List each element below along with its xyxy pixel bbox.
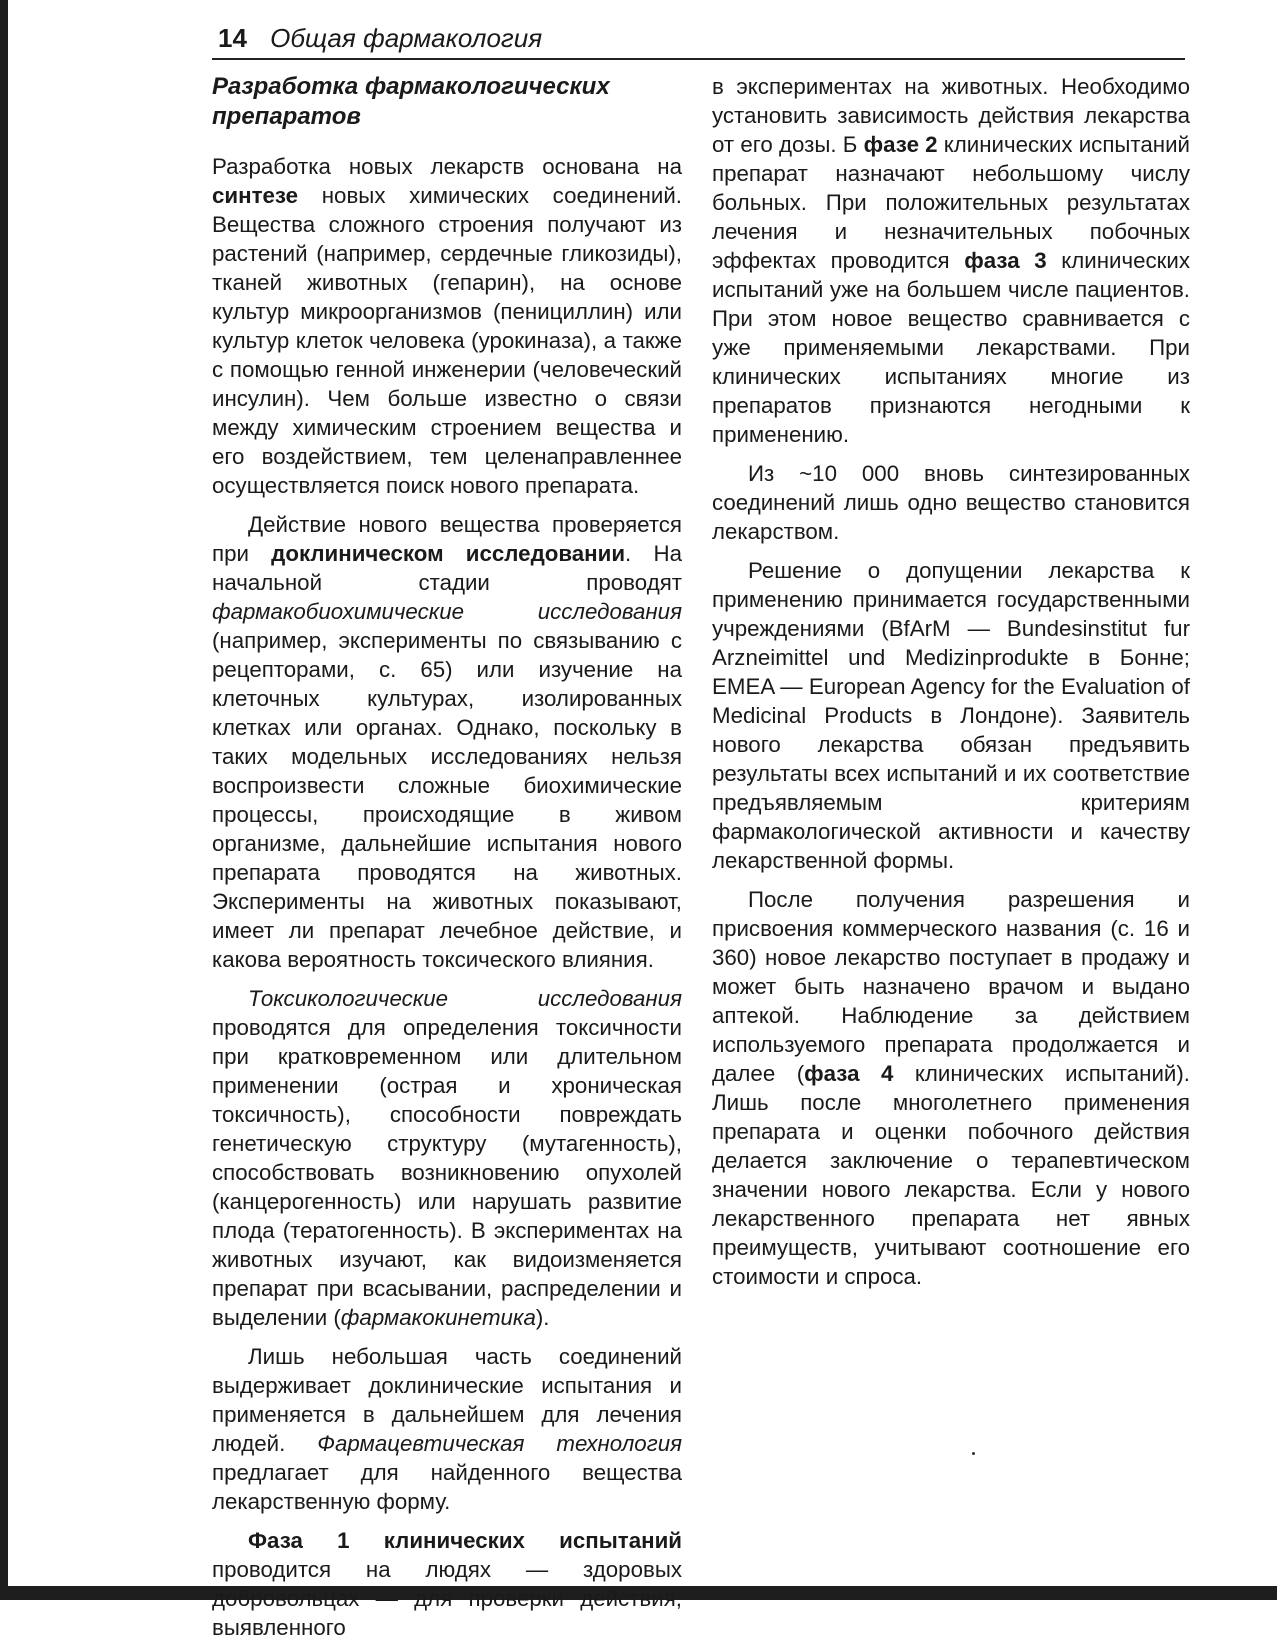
bold-term: фаза 3 [964, 248, 1047, 273]
section-heading: Разработка фармакологических препаратов [212, 73, 610, 130]
paragraph-approval [712, 556, 1190, 875]
bold-term: фазе 2 [863, 132, 938, 157]
paragraph-pharmaceutical-technology [212, 1342, 682, 1516]
text-run: клинических испытаний препарат назначают небольшому числу больных. При положительных результатах лечения и незначительных побочных эффектах проводится [712, 132, 1191, 273]
italic-term: фармакобиохимические исследования [212, 599, 682, 624]
text-run: Действие нового вещества проверяется при [212, 512, 682, 566]
text-run: Решение о допущении лекарства к применению принимается государственными учреждениями (BfArM — Bundesinstitut fur Arzneimittel und Medizinprodukte в Бонне; EMEA — European Agency for the Evaluation of Medicinal Products в Лондоне). Заявитель нового лекарства обязан предъявить результаты всех испытаний и их соответствие предъявляемым критериям фармакологической активности и качеству лекарственной формы. [712, 558, 1190, 873]
text-run: Лишь небольшая часть соединений выдерживает доклинические испытания и применяется в дальнейшем для лечения людей. [212, 1344, 682, 1456]
text-run: . На начальной стадии проводят [212, 541, 682, 595]
italic-term: фармакокинетика [340, 1305, 536, 1330]
text-run: предлагает для найденного вещества лекарственную форму. [212, 1460, 682, 1514]
text-run: ). [535, 1305, 550, 1330]
header-rule [212, 58, 1185, 60]
bold-term: синтезе [212, 183, 299, 208]
bold-term: фаза 4 [804, 1061, 894, 1086]
paragraph-synthesis [212, 152, 682, 500]
text-run: Разработка новых лекарств основана на [212, 154, 682, 179]
paragraph-statistics [712, 459, 1190, 546]
text-run: После получения разрешения и присвоения коммерческого названия (с. 16 и 360) новое лекарство поступает в продажу и может быть назначено врачом и выдано аптекой. Наблюдение за действием используемого препарата продолжается и далее ( [712, 887, 1190, 1086]
page-number: 14 [218, 23, 247, 53]
text-run: (например, эксперименты по связыванию с рецепторами, с. 65) или изучение на клеточных культурах, изолированных клетках или органах. Однако, поскольку в таких модельных исследованиях нельзя воспроизвести сложные биохимические процессы, происходящие в живом организме, дальнейшие испытания нового препарата проводятся на животных. Эксперименты на животных показывают, имеет ли препарат лечебное действие, и какова вероятность токсического влияния. [212, 628, 682, 972]
paragraph-toxicology [212, 984, 682, 1332]
italic-term: Токсикологические исследования [248, 986, 682, 1011]
scan-left-edge [0, 0, 8, 1600]
text-run: Из ~10 000 вновь синтезированных соединений лишь одно вещество становится лекарством. [712, 461, 1190, 544]
text-run: клинических испытаний). Лишь после многолетнего применения препарата и оценки побочного действия делается заключение о терапевтическом значении нового лекарства. Если у нового лекарственного препарата нет явных преимуществ, учитывают соотношение его стоимости и спроса. [712, 1061, 1190, 1289]
left-column [212, 72, 682, 1652]
page-header [218, 20, 542, 56]
text-run: проводятся для определения токсичности при кратковременном или длительном применении (острая и хроническая токсичность), способности повреждать генетическую структуру (мутагенность), способствовать возникновению опухолей (канцерогенность) или нарушать развитие плода (тератогенность). В экспериментах на животных изучают, как видоизменяется препарат при всасывании, распределении и выделении ( [212, 1015, 682, 1330]
text-run: клинических испытаний уже на большем числе пациентов. При этом новое вещество сравнивается с уже применяемыми лекарствами. При клинических испытаниях многие из препаратов признаются негодными к применению. [712, 248, 1190, 447]
bold-term: доклиническом исследовании [271, 541, 626, 566]
paragraph-phase-4 [712, 885, 1190, 1291]
bold-term: Фаза 1 клинических испытаний [248, 1528, 682, 1553]
text-run: проводится на людях — здоровых добровольцах — для проверки действия, выявленного [212, 1557, 682, 1640]
text-run: новых химических соединений. Вещества сложного строения получают из растений (например, сердечные гликозиды), тканей животных (гепарин), на основе культур микроорганизмов (пенициллин) или культур клеток человека (урокиназа), а также с помощью генной инженерии (человеческий инсулин). Чем больше известно о связи между химическим строением вещества и его воздействием, тем целенаправленнее осуществляется поиск нового препарата. [212, 183, 682, 498]
scan-speck [972, 1452, 975, 1455]
running-title: Общая фармакология [270, 23, 543, 53]
paragraph-phase-1 [212, 1526, 682, 1642]
paragraph-phase-2-3 [712, 72, 1190, 449]
paragraph-preclinical [212, 510, 682, 974]
italic-term: Фармацевтическая технология [317, 1431, 683, 1456]
text-run: в экспериментах на животных. Необходимо установить зависимость действия лекарства от его дозы. Б [712, 74, 1190, 157]
right-column [712, 72, 1190, 1301]
